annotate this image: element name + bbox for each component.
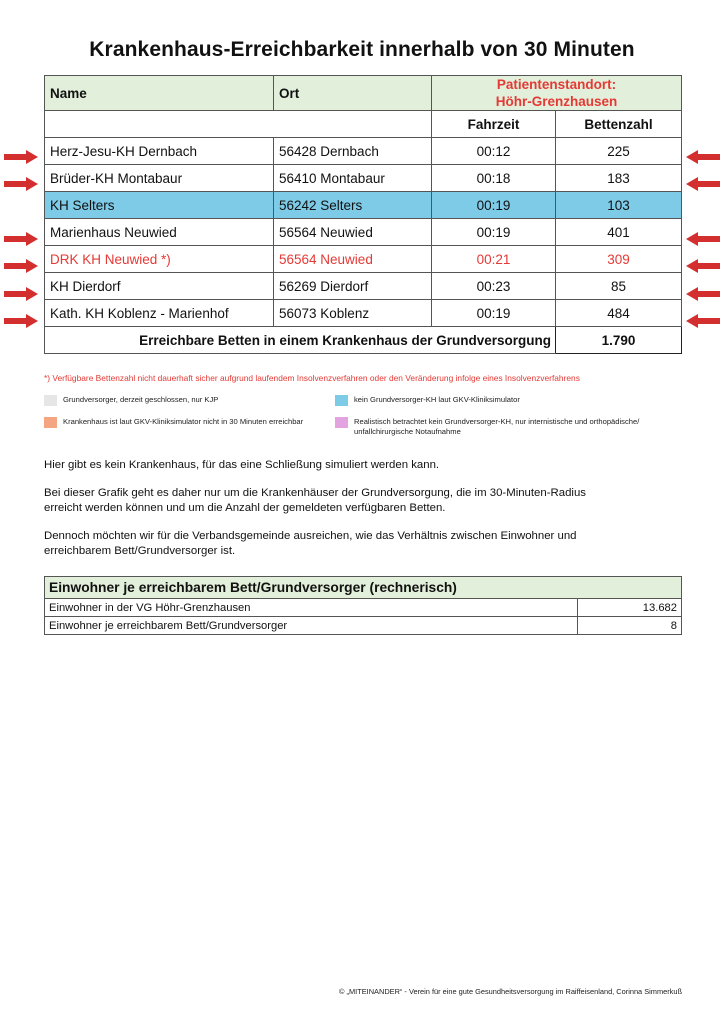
hospital-fahrzeit: 00:21 (432, 246, 556, 273)
legend-text-pink (354, 417, 639, 437)
legend-text-grey: Grundversorger, derzeit geschlossen, nur KJP (63, 395, 219, 404)
legend-text-orange: Krankenhaus ist laut GKV-Kliniksimulator nicht in 30 Minuten erreichbar (63, 417, 304, 426)
inhabitants-header-row (45, 577, 682, 599)
paragraph-3 (44, 529, 684, 559)
inhabitants-value: 8 (578, 617, 682, 635)
inhabitants-value: 13.682 (578, 599, 682, 617)
hospital-fahrzeit: 00:19 (432, 192, 556, 219)
arrow-right-icon (4, 232, 38, 246)
table-row (45, 219, 682, 246)
hospital-fahrzeit: 00:19 (432, 300, 556, 327)
hospital-betten: 309 (556, 246, 682, 273)
hospital-fahrzeit: 00:23 (432, 273, 556, 300)
arrow-left-icon (686, 287, 720, 301)
sum-value: 1.790 (556, 327, 682, 354)
hospital-name: Brüder-KH Montabaur (45, 165, 274, 192)
table-row (45, 617, 682, 635)
inhabitants-label: Einwohner in der VG Höhr-Grenzhausen (45, 599, 578, 617)
legend-text-pink-line2: unfallchirurgische Notaufnahme (354, 427, 461, 436)
table-row (45, 138, 682, 165)
table-row (45, 599, 682, 617)
inhabitants-title: Einwohner je erreichbarem Bett/Grundversorger (rechnerisch) (45, 577, 682, 599)
location-value: Höhr-Grenzhausen (495, 94, 618, 109)
hospital-ort: 56564 Neuwied (274, 219, 432, 246)
sum-label: Erreichbare Betten in einem Krankenhaus der Grundversorgung (45, 327, 556, 354)
arrow-left-icon (686, 314, 720, 328)
hospital-name: KH Dierdorf (45, 273, 274, 300)
legend-swatch-orange (44, 417, 57, 428)
arrow-left-icon (686, 259, 720, 273)
legend-text-pink-line1: Realistisch betrachtet kein Grundversorger-KH, nur internistische und orthopädische/ (354, 417, 640, 426)
page-title: Krankenhaus-Erreichbarkeit innerhalb von 30 Minuten (89, 38, 635, 61)
hospital-ort: 56073 Koblenz (274, 300, 432, 327)
table-row (45, 273, 682, 300)
location-label: Patientenstandort: (496, 77, 617, 92)
hospital-betten: 484 (556, 300, 682, 327)
paragraph-3-line2: erreichbarem Bett/Grundversorger ist. (44, 545, 236, 557)
hospital-ort: 56242 Selters (274, 192, 432, 219)
hospital-betten: 103 (556, 192, 682, 219)
hospital-fahrzeit: 00:12 (432, 138, 556, 165)
sum-row (45, 327, 682, 354)
hospital-fahrzeit: 00:19 (432, 219, 556, 246)
copyright-footer: © „MITEINANDER“ - Verein für eine gute Gesundheitsversorgung im Raiffeisenland, Corinna Simmerkuß (339, 987, 682, 996)
inhabitants-table (44, 576, 682, 635)
col-header-bettenzahl: Bettenzahl (556, 111, 682, 138)
arrow-right-icon (4, 177, 38, 191)
hospital-betten: 183 (556, 165, 682, 192)
arrow-left-icon (686, 177, 720, 191)
col-header-fahrzeit: Fahrzeit (432, 111, 556, 138)
hospital-ort: 56428 Dernbach (274, 138, 432, 165)
hospital-ort: 56410 Montabaur (274, 165, 432, 192)
paragraph-2 (44, 486, 684, 516)
arrow-right-icon (4, 287, 38, 301)
arrow-right-icon (4, 259, 38, 273)
hospital-name: KH Selters (45, 192, 274, 219)
hospital-name: DRK KH Neuwied *) (45, 246, 274, 273)
hospital-betten: 401 (556, 219, 682, 246)
legend-swatch-blue (335, 395, 348, 406)
legend-swatch-pink (335, 417, 348, 428)
hospital-name: Herz-Jesu-KH Dernbach (45, 138, 274, 165)
hospital-ort: 56564 Neuwied (274, 246, 432, 273)
hospital-name: Kath. KH Koblenz - Marienhof (45, 300, 274, 327)
arrow-left-icon (686, 232, 720, 246)
arrow-right-icon (4, 150, 38, 164)
table-header-row (45, 76, 682, 111)
paragraph-3-line1: Dennoch möchten wir für die Verbandsgemeinde ausreichen, wie das Verhältnis zwischen Einwohner und (44, 530, 577, 542)
arrow-left-icon (686, 150, 720, 164)
table-subheader-row (45, 111, 682, 138)
paragraph-2-line2: erreicht werden können und um die Anzahl der gemeldeten verfügbaren Betten. (44, 502, 446, 514)
footnote: *) Verfügbare Bettenzahl nicht dauerhaft sicher aufgrund laufendem Insolvenzverfahren oder den Veränderung infolge eines Insolvenzverfahrens (44, 373, 580, 383)
hospital-fahrzeit: 00:18 (432, 165, 556, 192)
hospital-name: Marienhaus Neuwied (45, 219, 274, 246)
paragraph-2-line1: Bei dieser Grafik geht es daher nur um die Krankenhäuser der Grundversorgung, die im 30-Minuten-Radius (44, 487, 586, 499)
inhabitants-label: Einwohner je erreichbarem Bett/Grundversorger (45, 617, 578, 635)
hospital-betten: 85 (556, 273, 682, 300)
col-header-name: Name (45, 76, 274, 111)
hospital-table (44, 75, 682, 354)
paragraph-1: Hier gibt es kein Krankenhaus, für das eine Schließung simuliert werden kann. (44, 459, 440, 471)
table-row (45, 165, 682, 192)
hospital-betten: 225 (556, 138, 682, 165)
table-row (45, 300, 682, 327)
col-header-ort: Ort (274, 76, 432, 111)
table-row-highlighted (45, 192, 682, 219)
legend-swatch-grey (44, 395, 57, 406)
arrow-right-icon (4, 314, 38, 328)
table-row-flagged (45, 246, 682, 273)
legend-text-blue: kein Grundversorger-KH laut GKV-Kliniksimulator (354, 395, 520, 404)
hospital-ort: 56269 Dierdorf (274, 273, 432, 300)
patient-location-header (432, 76, 682, 111)
